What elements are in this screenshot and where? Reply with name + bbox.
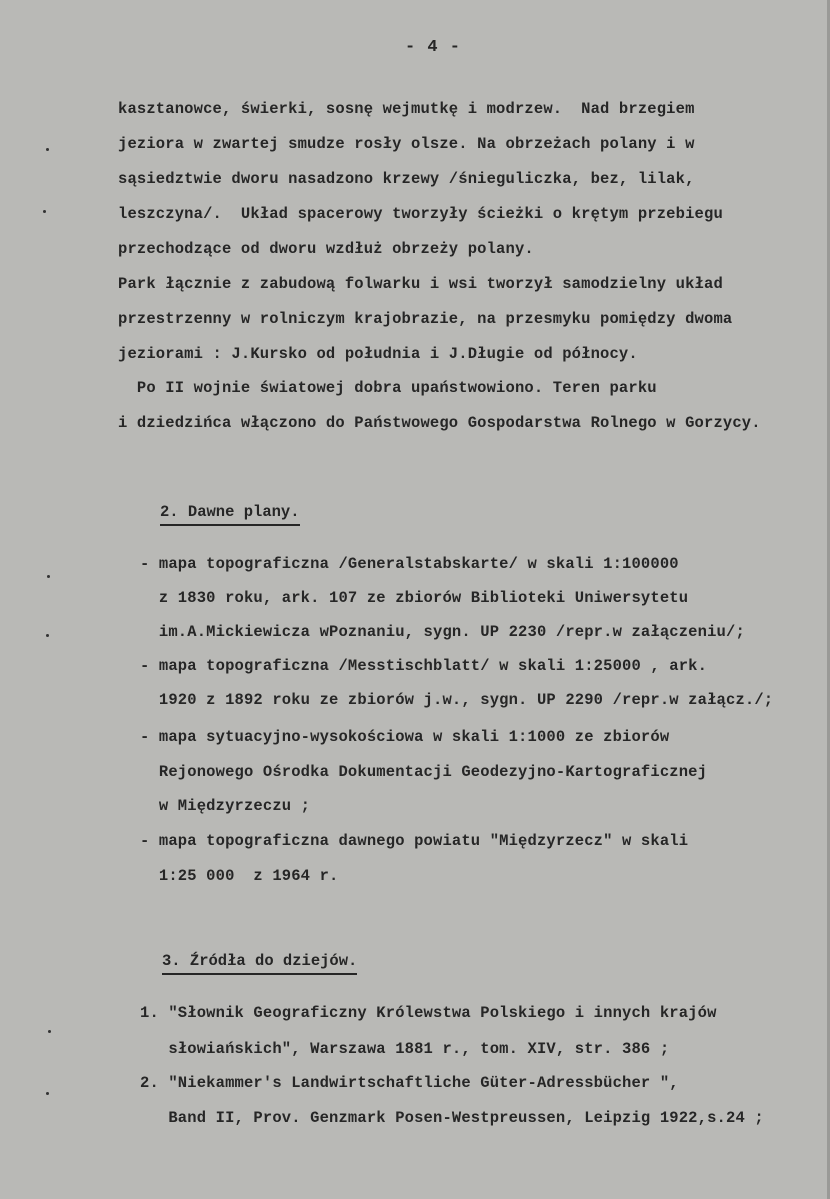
scan-speck	[47, 575, 50, 578]
list-item: - mapa topograficzna dawnego powiatu "Międzyrzecz" w skali	[140, 832, 689, 850]
text-line: i dziedzińca włączono do Państwowego Gospodarstwa Rolnego w Gorzycy.	[118, 414, 761, 432]
list-item: - mapa topograficzna /Generalstabskarte/ w skali 1:100000	[140, 555, 679, 573]
text-line: kasztanowce, świerki, sosnę wejmutkę i modrzew. Nad brzegiem	[118, 100, 695, 118]
list-item: 1920 z 1892 roku ze zbiorów j.w., sygn. UP 2290 /repr.w załącz./;	[140, 691, 774, 709]
list-item: - mapa topograficzna /Messtischblatt/ w skali 1:25000 , ark.	[140, 657, 708, 675]
page-number: - 4 -	[405, 38, 462, 57]
text-line: Po II wojnie światowej dobra upaństwowiono. Teren parku	[118, 379, 657, 397]
scan-speck	[48, 1030, 51, 1033]
list-item: 1:25 000 z 1964 r.	[140, 867, 339, 885]
list-item: słowiańskich", Warszawa 1881 r., tom. XIV, str. 386 ;	[140, 1040, 670, 1058]
scan-speck	[46, 634, 49, 637]
scan-speck	[46, 1092, 49, 1095]
list-item: - mapa sytuacyjno-wysokościowa w skali 1:1000 ze zbiorów	[140, 728, 670, 746]
list-item: 2. "Niekammer's Landwirtschaftliche Güter-Adressbücher ",	[140, 1074, 679, 1092]
text-line: przestrzenny w rolniczym krajobrazie, na przesmyku pomiędzy dwoma	[118, 310, 733, 328]
scan-speck	[43, 210, 46, 213]
text-line: jeziora w zwartej smudze rosły olsze. Na obrzeżach polany i w	[118, 135, 695, 153]
list-item: im.A.Mickiewicza wPoznaniu, sygn. UP 2230 /repr.w załączeniu/;	[140, 623, 745, 641]
scan-speck	[46, 148, 49, 151]
section-heading-dawne-plany: 2. Dawne plany.	[160, 503, 300, 526]
list-item: w Międzyrzeczu ;	[140, 797, 311, 815]
text-line: Park łącznie z zabudową folwarku i wsi tworzył samodzielny układ	[118, 275, 723, 293]
section-heading-zrodla: 3. Źródła do dziejów.	[162, 952, 357, 975]
list-item: Band II, Prov. Genzmark Posen-Westpreussen, Leipzig 1922,s.24 ;	[140, 1109, 764, 1127]
text-line: sąsiedztwie dworu nasadzono krzewy /śnieguliczka, bez, lilak,	[118, 170, 695, 188]
text-line: przechodzące od dworu wzdłuż obrzeży polany.	[118, 240, 534, 258]
text-line: jeziorami : J.Kursko od południa i J.Długie od północy.	[118, 345, 638, 363]
text-line: leszczyna/. Układ spacerowy tworzyły ścieżki o krętym przebiegu	[118, 205, 723, 223]
list-item: Rejonowego Ośrodka Dokumentacji Geodezyjno-Kartograficznej	[140, 763, 708, 781]
list-item: z 1830 roku, ark. 107 ze zbiorów Biblioteki Uniwersytetu	[140, 589, 689, 607]
list-item: 1. "Słownik Geograficzny Królewstwa Polskiego i innych krajów	[140, 1004, 717, 1022]
